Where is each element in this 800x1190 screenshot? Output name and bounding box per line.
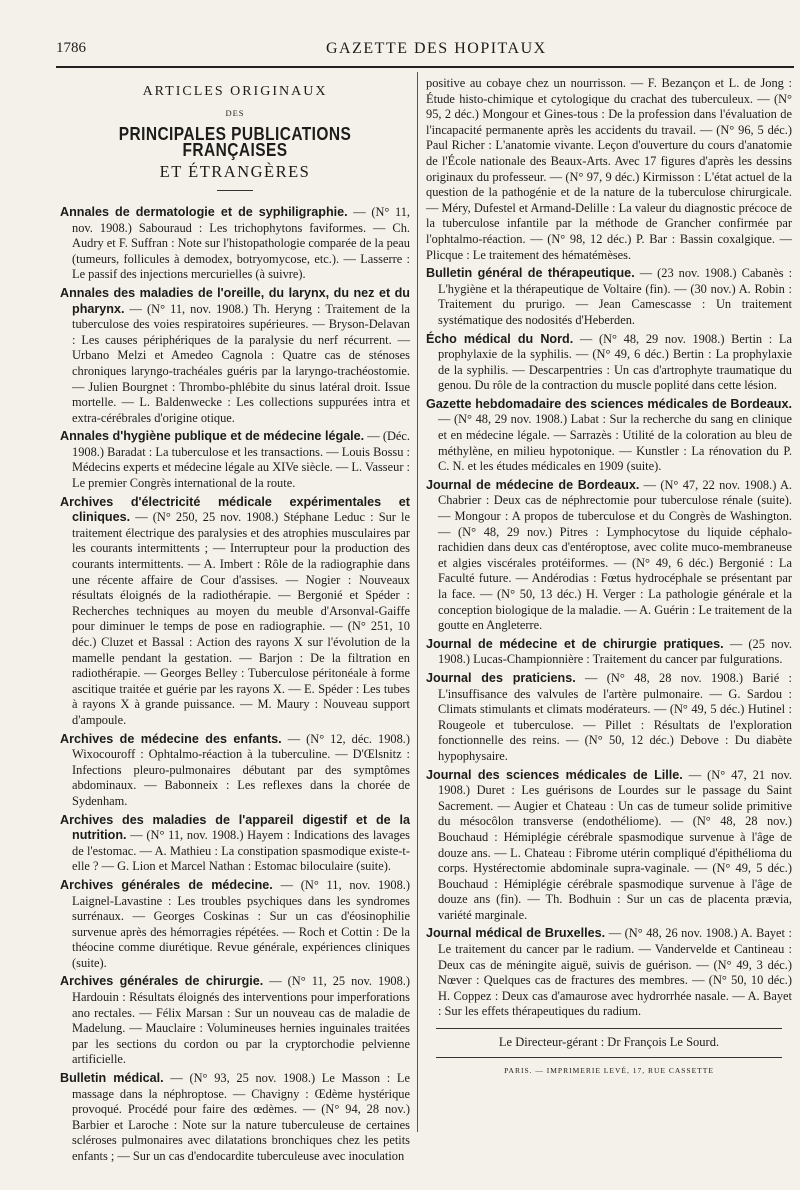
left-column [60,76,410,1168]
entry-text: — (N° 11, nov. 1908.) Hayem : Indications des lavages de l'estomac. — A. Mathieu : La constipation spasmodique existe-t-elle ? — G. Lion et Marcel Nathan : Estomac biloculaire (suite). [72,828,410,874]
right-column [426,76,792,1078]
printer-line: PARIS. — IMPRIMERIE LEVÉ, 17, RUE CASSETTE [504,1065,714,1075]
bibliography-entry [60,205,410,283]
continued-entry-text: positive au cobaye chez un nourrisson. — F. Bezançon et L. de Jong : Étude histo-chimique et cytologique du crachat des tuberculeux. — (N° 95, 2 déc.) Mongour et Gines-tous : De la profession dans l'évaluation de l'incapacité permanente après les accidents du travail. — (N° 96, 5 déc.) Paul Richer : L'anatomie vivante. Leçon d'ouverture du cours d'anatomie de l'École nationale des Beaux-Arts. Avec 17 figures d'après les dessins originaux du professeur. — (N° 97, 9 déc.) Kirmisson : L'état actuel de la question de la pathogénie et de la nature de la tuberculose chirurgicale. — Méry, Dufestel et Armand-Delille : La valeur du diagnostic précoce de la tuberculose infantile par la méthode de Grancher confirmée par l'ophtalmo-réaction. — (N° 98, 12 déc.) P. Bar : Bassin coxalgique. — Plicque : Le traitement des hématémèses. [426,76,792,262]
director-line: Le Directeur-gérant : Dr François Le Sourd. [498,1035,720,1050]
section-subheading: DES [225,107,245,118]
entry-journal-name: Archives des maladies de l'appareil digestif et de la nutrition. [60,812,410,843]
section-title-line2: ET ÉTRANGÈRES [159,162,311,182]
entry-journal-name: Archives générales de médecine. [60,877,273,892]
entry-journal-name: Journal de médecine de Bordeaux. [426,477,640,492]
footer-rule-bottom [436,1057,782,1058]
bibliography-entry [60,286,410,426]
bibliography-entry [60,495,410,729]
page-header [56,36,790,66]
page-number: 1786 [56,40,86,56]
entry-text: — (25 nov. 1908.) Lucas-Championnière : Traitement du cancer par fulgurations. [438,636,792,667]
entry-journal-name: Écho médical du Nord. [426,331,574,346]
entry-text: — (N° 11, nov. 1908.) Sabouraud : Les trichophytons faviformes. — Ch. Audry et F. Suffran : Note sur l'histopathologie comparée de la peau (tumeurs, follicules à demodex, botryomycose, etc.). — Lasserre : Le passif des injections mercurielles (à suivre). [72,204,410,282]
bibliography-entry [426,478,792,634]
bibliography-entry [426,266,792,328]
entry-text: — (N° 48, 26 nov. 1908.) A. Bayet : Le traitement du cancer par le radium. — Vandervelde et Cantineau : Deux cas de méningite aiguë, suivis de guérison. — (N° 49, 3 déc.) Nœver : Quelques cas de fractures des membres. — (N° 50, 10 déc.) H. Coppez : Deux cas d'amaurose avec hydrorrhée nasale. — A. Bayet : Sur les effets thérapeutiques du radium. [438,926,792,1019]
entry-journal-name: Archives d'électricité médicale expérimentales et cliniques. [60,494,410,525]
entry-journal-name: Journal des sciences médicales de Lille. [426,767,683,782]
bibliography-entry [426,926,792,1020]
entry-text: — (N° 48, 28 nov. 1908.) Barié : L'insuffisance des valvules de l'artère pulmonaire. — G. Sardou : Climats stimulants et climats modérateurs. — (N° 49, 5 déc.) Hutinel : Rougeole et tuberculose. — Pillet : Résultats de l'exploration fonctionnelle des reins. — (N° 50, 12 déc.) Debove : Du diabète hypophysaire. [438,670,792,763]
bibliography-entry [426,397,792,475]
entry-text: — (N° 11, 25 nov. 1908.) Hardouin : Résultats éloignés des interventions pour imperforations ano rectales. — Félix Marsan : Sur un nouveau cas de maladie de Madelung. — Mauclaire : Volumineuses hernies inguinales traitées par les sections du cordon ou par la cryptorchodie pelvienne artificielle. [72,974,411,1067]
bibliography-entry [60,429,410,491]
bibliography-entry [60,974,410,1068]
entry-journal-name: Bulletin général de thérapeutique. [426,266,635,281]
bibliography-entry [426,671,792,765]
entry-journal-name: Archives de médecine des enfants. [60,731,282,746]
bibliography-entry [60,878,410,972]
entry-text: — (N° 93, 25 nov. 1908.) Le Masson : Le massage dans la néphroptose. — Chavigny : Œdème hystérique provoqué. Procédé pour faire des œdèmes. — (N° 94, 28 nov.) Barbier et Laroche : Note sur la nature tuberculeuse de certaines scléroses pulmonaires avec dilatations bronchiques chez les petits enfants ; — Sur un cas d'endocardite tuberculeuse avec inoculation [72,1071,410,1163]
bibliography-entry [426,768,792,924]
bibliography-entry [426,332,792,394]
section-heading: ARTICLES ORIGINAUX [142,84,328,99]
entry-text: — (23 nov. 1908.) Cabanès : L'hygiène et la thérapeutique de Voltaire (fin). — (30 nov.) A. Robin : Traitement du prurigo. — Jean Camescasse : Un traitement systématique des nodosités d'Heberden. [438,266,793,327]
bibliography-entry [60,732,410,810]
bibliography-entry [60,813,410,875]
entry-journal-name: Annales d'hygiène publique et de médecine légale. [60,429,365,444]
entry-text: — (N° 48, 29 nov. 1908.) Labat : Sur la recherche du sang en clinique et en médecine légale. — Sarrazès : Utilité de la coloration au bleu de méthylène, en milieu hypotonique. — Kunstler : La rénovation du P. C. N. et les études médicales en 1909 (suite). [438,412,792,474]
entry-text: — (N° 47, 21 nov. 1908.) Duret : Les guérisons de Lourdes sur le passage du Saint Sacrement. — Augier et Chateau : Un cas de tumeur solide primitive du mésocôlon transverse (endothéliome). — (N° 48, 28 nov.) Bouchaud : Hémiplégie cérébrale spasmodique survenue à l'âge de douze ans. — L. Chateau : Fibrome utérin compliqué d'épithélioma du corps. Hystérectomie abdominale supra-vaginale. — (N° 49, 5 déc.) Bouchaud : Hémiplégie cérébrale spasmodique survenue à l'âge de douze ans (fin). — Th. Bodhuin : Sur un cas de placenta prævia, variété marginale. [438,767,792,922]
column-divider [417,72,418,1132]
header-rule [56,66,794,68]
bibliography-entry [60,1071,410,1165]
entry-text: — (N° 48, 29 nov. 1908.) Bertin : La prophylaxie de la syphilis. — (N° 49, 6 déc.) Bertin : La prophylaxie de la syphilis. — Descarpentries : Un cas d'artrophyte traumatique du genou. Du rôle de la contraction du muscle poplité dans cette lésion. [438,331,792,393]
entry-text: — (N° 12, déc. 1908.) Wixocouroff : Ophtalmo-réaction à la tuberculine. — D'Œlsnitz : Infections pleuro-pulmonaires débutant par des symptômes abdominaux. — Babonneix : Les reflexes dans la chorée de Sydenham. [72,731,410,808]
entry-journal-name: Archives générales de chirurgie. [60,974,264,989]
entry-text: — (N° 11, nov. 1908.) Laignel-Lavastine : Les troubles psychiques dans les syndromes surrénaux. — Georges Coskinas : Sur un cas d'éosinophilie survenue après des hémorragies répétées. — Roch et Cottin : De la théocine comme diurétique. Revue générale, expériences cliniques (suite). [72,877,410,970]
entry-journal-name: Annales de dermatologie et de syphiligraphie. [60,204,348,219]
entry-text: — (N° 47, 22 nov. 1908.) A. Chabrier : Deux cas de néphrectomie pour tuberculose rénale (suite). — Mongour : A propos de tuberculose et du Congrès de Washington. — (N° 48, 29 nov.) Pitres : Lymphocytose du liquide céphalo-rachidien dans deux cas d'entéroptose, avec colite muco-membraneuse et algies viscérales protéiformes. — (N° 49, 6 déc.) Bergonié : La Faculté future. — Andérodias : Fœtus hydrocéphale se présentant par la face. — (N° 50, 13 déc.) H. Verger : La pathologie générale et la conception biologique de la maladie. — A. Guérin : Le traitement de la goutte en Angleterre. [438,477,793,633]
entry-journal-name: Journal des praticiens. [426,670,576,685]
footer-rule [436,1028,782,1029]
section-title-line1: PRINCIPALES PUBLICATIONS FRANÇAISES [118,124,352,160]
title-rule [217,190,253,191]
entry-text: — (N° 11, nov. 1908.) Th. Heryng : Traitement de la tuberculose des voies respiratoires supérieures. — Bryson-Delavan : Les causes périphériques de la paralysie du nerf récurrent. — Urbano Melzi et Amedeo Cagnola : Quatre cas de sténoses chroniques laryngo-trachéales guéris par la laryngo-trachéostomie. — Julien Bourgnet : Thrombo-phlébite du sinus latéral droit. Issue mortelle. — L. Baldenwecke : Les collections suppurées intra et extra-cérébrales d'origine otique. [72,301,410,425]
entry-journal-name: Gazette hebdomadaire des sciences médicales de Bordeaux. [426,396,792,411]
entry-journal-name: Bulletin médical. [60,1071,164,1086]
running-title: GAZETTE DES HOPITAUX [326,40,547,57]
entry-journal-name: Journal médical de Bruxelles. [426,926,606,941]
entry-journal-name: Journal de médecine et de chirurgie pratiques. [426,636,724,651]
entry-text: — (Déc. 1908.) Baradat : La tuberculose et les transactions. — Louis Bossu : Médecins experts et médecine légale au XIVe siècle. — L. Vasseur : Le premier Congrès international de la route. [72,429,410,491]
entry-journal-name: Annales des maladies de l'oreille, du larynx, du nez et du pharynx. [60,285,410,316]
entry-text: — (N° 250, 25 nov. 1908.) Stéphane Leduc : Sur le traitement électrique des paralysies et des atrophies musculaires par les courants intermittents ; — Interrupteur pour la production des courants intermittents. — A. Imbert : Rôle de la radiographie dans une récente affaire de Cour d'assises. — Nogier : Nouveaux résultats éloignés de la radiothérapie. — Bergonié et Spéder : Recherches techniques au moyen du meuble d'Arsonval-Gaiffe pour diminuer le temps de pose en radiographie. — (N° 251, 10 déc.) Cluzet et Bassal : Action des rayons X sur l'évolution de la mamelle pendant la gestation. — Barjon : De la filtration en radiothérapie. — Georges Belley : Tuberculose péritonéale à forme ascitique traitée et guérie par les rayons X. — E. Spéder : Les tubes à rayons X à grande puissance. — M. Maury : Nouveau support d'ampoule. [72,510,410,727]
bibliography-entry [426,637,792,668]
